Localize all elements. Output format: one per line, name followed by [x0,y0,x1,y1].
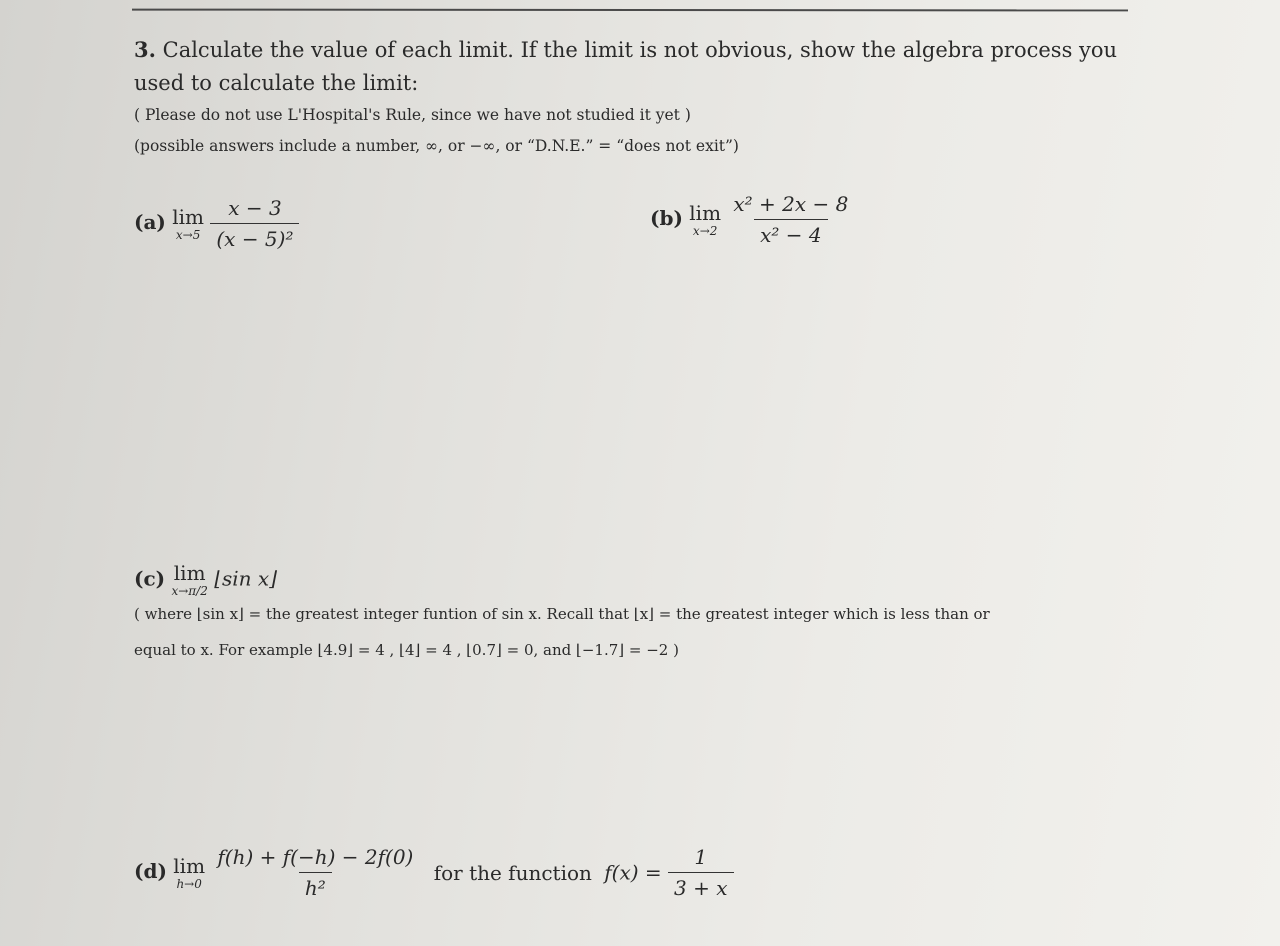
part-b-limit-operator [689,200,722,238]
problem-header [134,33,1144,162]
part-b-numerator: x² + 2x − 8 [733,192,849,216]
part-d-for-text: for the function [433,860,592,885]
problem-number: 3. [134,37,156,62]
part-d-limit-operator [173,853,206,891]
part-d-function-numerator: 1 [694,845,708,869]
part-d [134,845,734,900]
note-lhopital: ( Please do not use L'Hospital's Rule, since we have not studied it yet ) [134,106,691,124]
part-d-function-denominator: 3 + x [668,872,733,900]
part-b-label: (b) [650,206,683,230]
part-b-fraction [727,192,854,247]
part-b-lim: lim [689,200,722,225]
part-d-numerator: f(h) + f(−h) − 2f(0) [217,845,414,869]
part-a [134,196,299,251]
top-rule [132,9,1128,12]
part-d-fraction [211,845,419,900]
part-a-numerator: x − 3 [228,196,282,220]
part-c [134,563,277,597]
part-d-lim-subscript: h→0 [176,876,202,891]
part-a-denominator: (x − 5)² [210,223,299,251]
part-b-lim-subscript: x→2 [692,223,718,238]
part-b-denominator: x² − 4 [754,219,828,247]
problem-title [134,33,1144,100]
part-a-fraction [210,196,299,251]
part-d-lim: lim [173,853,206,878]
part-a-lim-subscript: x→5 [175,227,201,242]
part-c-note-line2: equal to x. For example ⌊4.9⌋ = 4 , ⌊4⌋ = 4 , ⌊0.7⌋ = 0, and ⌊−1.7⌋ = −2 ) [134,641,679,659]
part-a-lim: lim [172,204,205,229]
part-b [650,192,854,247]
note-possible-answers: (possible answers include a number, ∞, or −∞, or “D.N.E.” = “does not exit”) [134,137,739,155]
part-a-limit-operator [172,204,205,242]
part-c-label: (c) [134,566,166,591]
part-d-function-lhs: f(x) = [604,860,662,885]
part-c-note [134,596,1164,668]
part-d-label: (d) [134,859,167,883]
part-c-lim-subscript: x→π/2 [171,584,208,598]
part-a-label: (a) [134,210,166,234]
part-c-expression: ⌊sin x⌋ [214,566,278,591]
part-c-limit-operator [171,563,207,597]
problem-title-text: Calculate the value of each limit. If the limit is not obvious, show the algebra process you used to calculate the limit: [134,38,1118,95]
part-c-note-line1: ( where ⌊sin x⌋ = the greatest integer funtion of sin x. Recall that ⌊x⌋ = the greatest integer which is less than or [134,605,990,623]
part-d-function-fraction [668,845,733,900]
part-d-denominator: h² [299,872,332,900]
part-c-lim: lim [173,561,206,585]
